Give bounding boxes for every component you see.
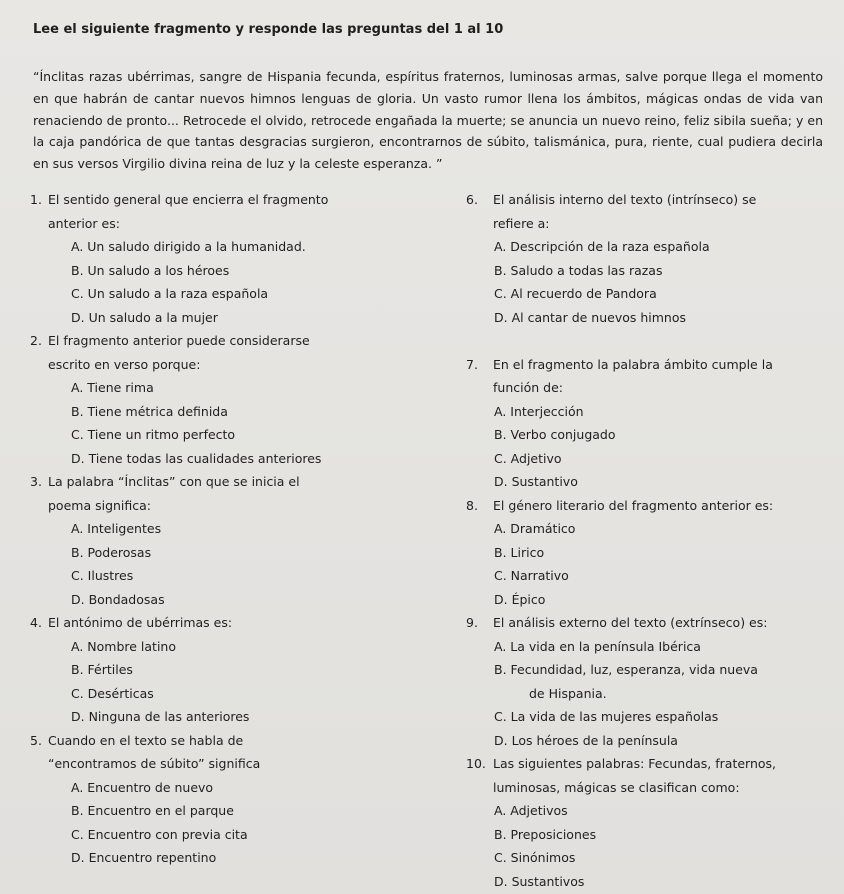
question-7-stem-cont: función de:	[493, 380, 563, 395]
option-5c[interactable]: C. Encuentro con previa cita	[71, 826, 248, 842]
option-5d[interactable]: D. Encuentro repentino	[71, 850, 217, 865]
option-2b[interactable]: B. Tiene métrica definida	[71, 403, 228, 419]
option-6d[interactable]: D. Al cantar de nuevos himnos	[494, 309, 687, 325]
option-2c[interactable]: C. Tiene un ritmo perfecto	[71, 427, 236, 442]
option-1c[interactable]: C. Un saludo a la raza española	[71, 286, 269, 301]
option-10c[interactable]: C. Sinónimos	[494, 850, 576, 865]
question-3-stem: 3. La palabra “Ínclitas” con que se inicia el	[30, 474, 300, 489]
option-7c[interactable]: C. Adjetivo	[494, 450, 562, 466]
question-6-stem: 6. El análisis interno del texto (intrínseco) se	[466, 192, 757, 207]
option-8a[interactable]: A. Dramático	[494, 521, 576, 536]
option-10b[interactable]: B. Preposiciones	[494, 826, 597, 842]
instructions-header: Lee el siguiente fragmento y responde las preguntas del 1 al 10	[33, 22, 504, 37]
question-1-stem: 1. El sentido general que encierra el fragmento	[30, 192, 329, 207]
question-5-stem-cont: “encontramos de súbito” significa	[48, 756, 261, 771]
option-3b[interactable]: B. Poderosas	[71, 544, 152, 560]
option-10a[interactable]: A. Adjetivos	[494, 803, 568, 818]
option-5b[interactable]: B. Encuentro en el parque	[71, 803, 234, 818]
question-10-stem-cont: luminosas, mágicas se clasifican como:	[493, 779, 740, 795]
option-8c[interactable]: C. Narrativo	[494, 568, 569, 583]
option-2a[interactable]: A. Tiene rima	[71, 380, 154, 395]
option-10d[interactable]: D. Sustantivos	[494, 873, 585, 889]
left-question-column	[30, 188, 430, 870]
option-1a[interactable]: A. Un saludo dirigido a la humanidad.	[71, 239, 306, 254]
question-5-stem: 5. Cuando en el texto se habla de	[30, 732, 244, 748]
option-7a[interactable]: A. Interjección	[494, 403, 584, 419]
option-4d[interactable]: D. Ninguna de las anteriores	[71, 709, 250, 724]
question-2-stem: 2. El fragmento anterior puede considerarse	[30, 333, 310, 348]
question-10-stem: 10. Las siguientes palabras: Fecundas, fraternos,	[466, 756, 777, 771]
option-1d[interactable]: D. Un saludo a la mujer	[71, 309, 218, 325]
question-1-stem-cont: anterior es:	[48, 215, 120, 231]
literary-passage: “Ínclitas razas ubérrimas, sangre de Hispania fecunda, espíritus fraternos, luminosas armas, salve porque llega el momento en que habrán de cantar nuevos himnos lenguas de gloria. Un vasto rumor llena los ámbitos, mágicas ondas de vida van renaciendo de pronto... Retrocede el olvido, retrocede engañada la muerte; se anuncia un nuevo reino, feliz sibila sueña; y en la caja pandórica de que tantas desgracias surgieron, encontrarnos de súbito, talismánica, pura, riente, cual pudiera decirla en sus versos Virgilio divina reina de luz y la celeste esperanza. ”	[33, 69, 823, 172]
option-3c[interactable]: C. Ilustres	[71, 568, 134, 583]
option-2d[interactable]: D. Tiene todas las cualidades anteriores	[71, 450, 322, 466]
question-2-stem-cont: escrito en verso porque:	[48, 356, 201, 372]
question-4-stem: 4. El antónimo de ubérrimas es:	[30, 615, 233, 630]
question-7-stem: 7. En el fragmento la palabra ámbito cumple la	[466, 356, 773, 372]
option-7d[interactable]: D. Sustantivo	[494, 474, 578, 489]
option-3d[interactable]: D. Bondadosas	[71, 591, 165, 607]
option-9a[interactable]: A. La vida en la península Ibérica	[494, 638, 701, 654]
question-8-stem: 8. El género literario del fragmento anterior es:	[466, 497, 774, 513]
option-8d[interactable]: D. Épico	[494, 591, 546, 607]
option-6c[interactable]: C. Al recuerdo de Pandora	[494, 286, 657, 301]
option-4b[interactable]: B. Fértiles	[71, 662, 133, 677]
option-9c[interactable]: C. La vida de las mujeres españolas	[494, 709, 719, 724]
right-question-column	[466, 188, 836, 893]
option-8b[interactable]: B. Lirico	[494, 544, 545, 560]
question-9-stem: 9. El análisis externo del texto (extrínseco) es:	[466, 615, 768, 630]
option-4a[interactable]: A. Nombre latino	[71, 638, 176, 654]
option-5a[interactable]: A. Encuentro de nuevo	[71, 779, 214, 795]
option-7b[interactable]: B. Verbo conjugado	[494, 427, 616, 442]
option-6b[interactable]: B. Saludo a todas las razas	[494, 262, 663, 278]
question-3-stem-cont: poema significa:	[48, 497, 152, 513]
option-6a[interactable]: A. Descripción de la raza española	[494, 239, 710, 254]
question-6-stem-cont: refiere a:	[493, 215, 550, 231]
option-3a[interactable]: A. Inteligentes	[71, 521, 162, 536]
option-4c[interactable]: C. Desérticas	[71, 685, 154, 701]
option-1b[interactable]: B. Un saludo a los héroes	[71, 262, 230, 278]
option-9b[interactable]: B. Fecundidad, luz, esperanza, vida nueva	[494, 662, 758, 677]
option-9d[interactable]: D. Los héroes de la península	[494, 732, 678, 748]
option-9b-cont[interactable]: de Hispania.	[529, 685, 607, 701]
